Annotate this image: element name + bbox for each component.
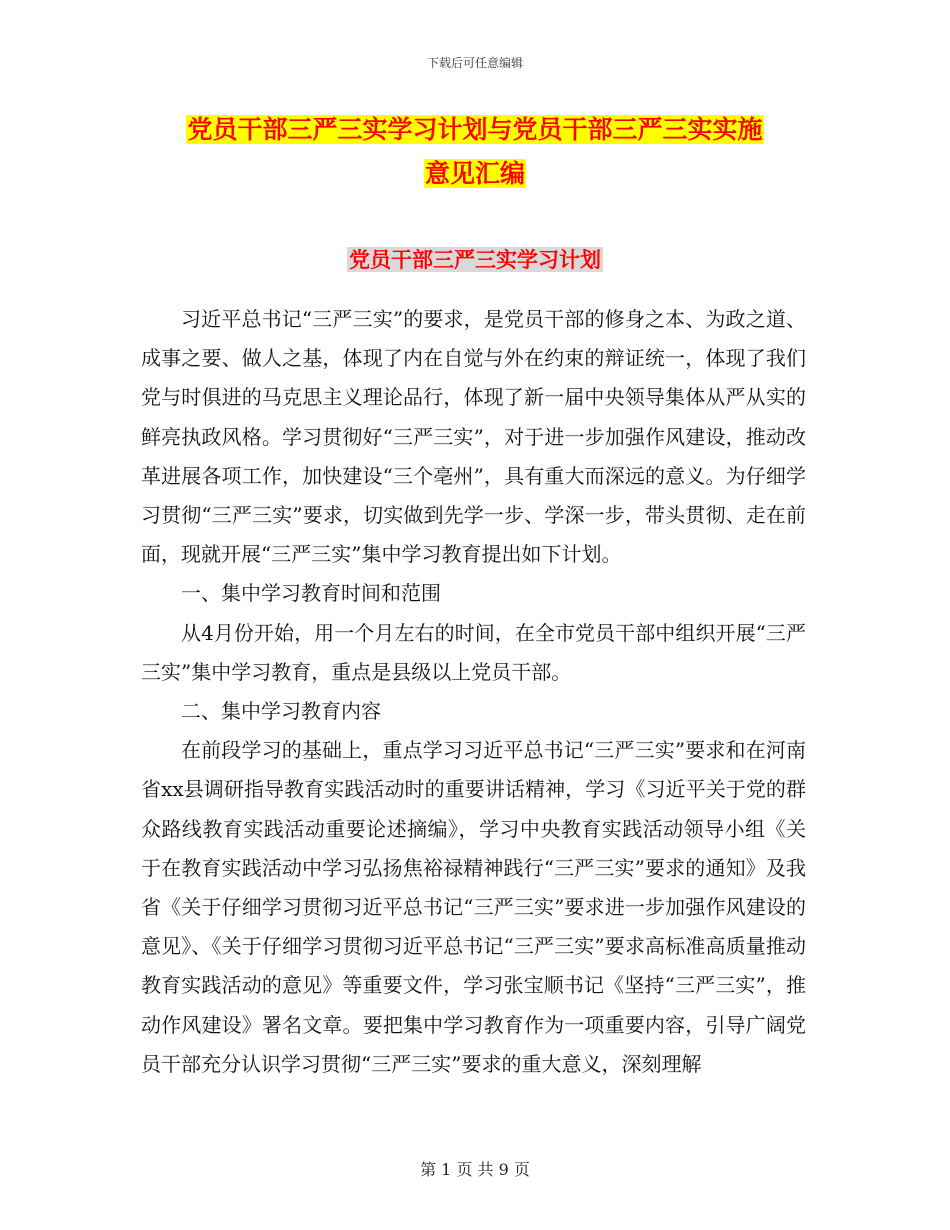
title-line-2: 意见汇编 <box>424 159 525 188</box>
section-heading: 一、集中学习教育时间和范围 <box>181 581 441 606</box>
paragraph: 习近平总书记“三严三实”的要求，是党员干部的修身之本、为政之道、成事之要、做人之基，体现了内在自觉与外在约束的辩证统一，体现了我们党与时俱进的马克思主义理论品行，体现了新一届中央领导集体从严从实的鲜亮执政风格。学习贯彻好“三严三实”，对于进一步加强作风建设，推动改革进展各项工作，加快建设“三个亳州”，具有重大而深远的意义。为仔细学习贯彻“三严三实”要求，切实做到先学一步、学深一步，带头贯彻、走在前面，现就开展“三严三实”集中学习教育提出如下计划。 <box>141 307 806 567</box>
paragraph: 从4月份开始，用一个月左右的时间，在全市党员干部中组织开展“三严三实”集中学习教育，重点是县级以上党员干部。 <box>141 620 806 684</box>
title-line-1: 党员干部三严三实学习计划与党员干部三严三实实施 <box>187 115 763 144</box>
section-heading: 二、集中学习教育内容 <box>181 699 381 724</box>
document-body <box>141 300 806 1084</box>
document-title <box>0 108 950 196</box>
section-title <box>0 244 950 274</box>
page-number-footer: 第 1 页 共 9 页 <box>420 1160 530 1179</box>
section-title-text: 党员干部三严三实学习计划 <box>349 247 601 272</box>
paragraph: 在前段学习的基础上，重点学习习近平总书记“三严三实”要求和在河南省xx县调研指导教育实践活动时的重要讲话精神，学习《习近平关于党的群众路线教育实践活动重要论述摘编》，学习中央教育实践活动领导小组《关于在教育实践活动中学习弘扬焦裕禄精神践行“三严三实”要求的通知》及我省《关于仔细学习贯彻习近平总书记“三严三实”要求进一步加强作风建设的意见》、《关于仔细学习贯彻习近平总书记“三严三实”要求高标准高质量推动教育实践活动的意见》等重要文件，学习张宝顺书记《坚持“三严三实”，推动作风建设》署名文章。要把集中学习教育作为一项重要内容，引导广阔党员干部充分认识学习贯彻“三严三实”要求的重大意义，深刻理解 <box>141 738 806 1076</box>
page-header-note: 下载后可任意编辑 <box>426 56 523 70</box>
